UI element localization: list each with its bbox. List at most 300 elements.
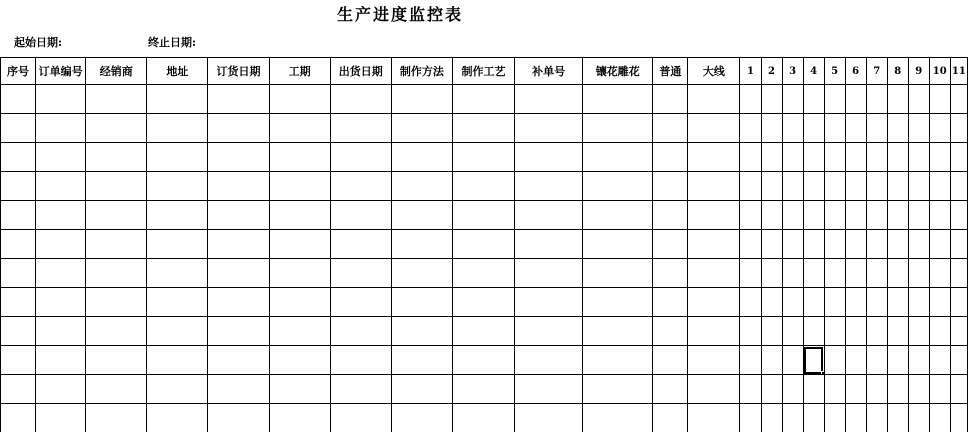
table-cell[interactable]	[330, 404, 391, 432]
column-header[interactable]: 5	[824, 58, 845, 85]
table-cell[interactable]	[515, 85, 583, 114]
table-cell[interactable]	[452, 114, 514, 143]
table-cell[interactable]	[929, 375, 950, 404]
column-header[interactable]: 订单编号	[36, 58, 86, 85]
table-cell[interactable]	[515, 201, 583, 230]
table-cell[interactable]	[740, 259, 761, 288]
table-cell[interactable]	[452, 259, 514, 288]
table-cell[interactable]	[653, 375, 688, 404]
table-cell[interactable]	[929, 85, 950, 114]
column-header[interactable]: 2	[761, 58, 782, 85]
table-cell[interactable]	[688, 143, 740, 172]
table-cell[interactable]	[86, 317, 147, 346]
table-cell[interactable]	[803, 288, 824, 317]
table-cell[interactable]	[147, 346, 208, 375]
table-cell[interactable]	[269, 346, 330, 375]
table-cell[interactable]	[36, 259, 86, 288]
column-header[interactable]: 制作方法	[391, 58, 452, 85]
table-cell[interactable]	[761, 288, 782, 317]
table-cell[interactable]	[391, 317, 452, 346]
table-cell[interactable]	[866, 259, 887, 288]
table-cell[interactable]	[866, 317, 887, 346]
table-cell[interactable]	[583, 230, 653, 259]
table-cell[interactable]	[782, 201, 803, 230]
table-cell[interactable]	[824, 85, 845, 114]
table-cell[interactable]	[1, 317, 36, 346]
table-cell[interactable]	[887, 259, 908, 288]
table-cell[interactable]	[887, 114, 908, 143]
table-cell[interactable]	[761, 85, 782, 114]
table-cell[interactable]	[653, 114, 688, 143]
table-cell[interactable]	[515, 288, 583, 317]
table-cell[interactable]	[583, 404, 653, 432]
table-cell[interactable]	[950, 230, 967, 259]
table-cell[interactable]	[269, 375, 330, 404]
table-cell[interactable]	[515, 230, 583, 259]
table-cell[interactable]	[36, 143, 86, 172]
table-cell[interactable]	[761, 317, 782, 346]
table-cell[interactable]	[452, 375, 514, 404]
table-cell[interactable]	[515, 375, 583, 404]
table-cell[interactable]	[824, 375, 845, 404]
table-cell[interactable]	[86, 346, 147, 375]
table-cell[interactable]	[1, 143, 36, 172]
column-header[interactable]: 工期	[269, 58, 330, 85]
table-cell[interactable]	[866, 85, 887, 114]
table-cell[interactable]	[86, 288, 147, 317]
column-header[interactable]: 10	[929, 58, 950, 85]
table-cell[interactable]	[782, 288, 803, 317]
table-cell[interactable]	[845, 201, 866, 230]
table-cell[interactable]	[740, 201, 761, 230]
table-cell[interactable]	[782, 346, 803, 375]
table-cell[interactable]	[147, 172, 208, 201]
table-cell[interactable]	[330, 259, 391, 288]
table-cell[interactable]	[86, 114, 147, 143]
table-cell[interactable]	[908, 114, 929, 143]
table-cell[interactable]	[929, 230, 950, 259]
table-cell[interactable]	[688, 317, 740, 346]
table-cell[interactable]	[908, 230, 929, 259]
column-header[interactable]: 8	[887, 58, 908, 85]
table-cell[interactable]	[803, 317, 824, 346]
table-cell[interactable]	[86, 143, 147, 172]
table-cell[interactable]	[824, 317, 845, 346]
table-cell[interactable]	[866, 201, 887, 230]
table-cell[interactable]	[740, 143, 761, 172]
table-cell[interactable]	[688, 201, 740, 230]
table-cell[interactable]	[330, 346, 391, 375]
table-cell[interactable]	[147, 375, 208, 404]
table-cell[interactable]	[950, 201, 967, 230]
table-cell[interactable]	[269, 114, 330, 143]
table-cell[interactable]	[845, 288, 866, 317]
table-cell[interactable]	[950, 404, 967, 432]
column-header[interactable]: 普通	[653, 58, 688, 85]
table-cell[interactable]	[36, 375, 86, 404]
table-cell[interactable]	[929, 259, 950, 288]
table-cell[interactable]	[803, 172, 824, 201]
table-cell[interactable]	[866, 288, 887, 317]
table-cell[interactable]	[845, 346, 866, 375]
table-cell[interactable]	[583, 288, 653, 317]
table-cell[interactable]	[803, 143, 824, 172]
table-cell[interactable]	[330, 143, 391, 172]
table-cell[interactable]	[845, 317, 866, 346]
table-cell[interactable]	[208, 259, 269, 288]
column-header[interactable]: 制作工艺	[452, 58, 514, 85]
table-cell[interactable]	[761, 375, 782, 404]
table-cell[interactable]	[1, 404, 36, 432]
table-cell[interactable]	[845, 259, 866, 288]
table-cell[interactable]	[515, 143, 583, 172]
table-cell[interactable]	[908, 172, 929, 201]
table-cell[interactable]	[515, 114, 583, 143]
table-cell[interactable]	[208, 375, 269, 404]
table-cell[interactable]	[782, 230, 803, 259]
table-cell[interactable]	[929, 201, 950, 230]
table-cell[interactable]	[824, 172, 845, 201]
table-cell[interactable]	[330, 288, 391, 317]
table-cell[interactable]	[208, 143, 269, 172]
table-cell[interactable]	[86, 85, 147, 114]
table-cell[interactable]	[740, 114, 761, 143]
table-cell[interactable]	[452, 404, 514, 432]
table-cell[interactable]	[950, 172, 967, 201]
table-cell[interactable]	[269, 201, 330, 230]
table-cell[interactable]	[583, 201, 653, 230]
table-cell[interactable]	[908, 259, 929, 288]
table-cell[interactable]	[761, 201, 782, 230]
table-cell[interactable]	[330, 375, 391, 404]
table-cell[interactable]	[887, 288, 908, 317]
table-cell[interactable]	[583, 114, 653, 143]
table-cell[interactable]	[515, 317, 583, 346]
table-cell[interactable]	[653, 143, 688, 172]
table-cell[interactable]	[908, 85, 929, 114]
table-cell[interactable]	[887, 143, 908, 172]
table-cell[interactable]	[147, 201, 208, 230]
table-cell[interactable]	[866, 172, 887, 201]
table-cell[interactable]	[845, 172, 866, 201]
table-cell[interactable]	[782, 375, 803, 404]
table-cell[interactable]	[761, 346, 782, 375]
table-cell[interactable]	[269, 288, 330, 317]
table-cell[interactable]	[269, 259, 330, 288]
column-header[interactable]: 序号	[1, 58, 36, 85]
table-cell[interactable]	[653, 288, 688, 317]
table-cell[interactable]	[824, 288, 845, 317]
table-cell[interactable]	[583, 375, 653, 404]
table-cell[interactable]	[929, 346, 950, 375]
table-cell[interactable]	[1, 230, 36, 259]
table-cell[interactable]	[929, 317, 950, 346]
column-header[interactable]: 4	[803, 58, 824, 85]
table-cell[interactable]	[86, 172, 147, 201]
column-header[interactable]: 订货日期	[208, 58, 269, 85]
table-cell[interactable]	[147, 404, 208, 432]
table-cell[interactable]	[866, 114, 887, 143]
table-cell[interactable]	[583, 346, 653, 375]
table-cell[interactable]	[86, 375, 147, 404]
table-cell[interactable]	[36, 404, 86, 432]
table-cell[interactable]	[653, 404, 688, 432]
table-cell[interactable]	[583, 259, 653, 288]
table-cell[interactable]	[824, 259, 845, 288]
table-cell[interactable]	[452, 201, 514, 230]
table-cell[interactable]	[147, 259, 208, 288]
table-cell[interactable]	[1, 259, 36, 288]
table-cell[interactable]	[36, 288, 86, 317]
table-cell[interactable]	[908, 288, 929, 317]
table-cell[interactable]	[950, 143, 967, 172]
table-cell[interactable]	[782, 259, 803, 288]
table-cell[interactable]	[653, 259, 688, 288]
table-cell[interactable]	[761, 172, 782, 201]
table-cell[interactable]	[515, 404, 583, 432]
table-cell[interactable]	[866, 404, 887, 432]
column-header[interactable]: 镶花雕花	[583, 58, 653, 85]
table-cell[interactable]	[391, 288, 452, 317]
table-cell[interactable]	[330, 85, 391, 114]
table-cell[interactable]	[740, 85, 761, 114]
table-cell[interactable]	[950, 317, 967, 346]
column-header[interactable]: 6	[845, 58, 866, 85]
table-cell[interactable]	[1, 346, 36, 375]
table-cell[interactable]	[688, 375, 740, 404]
table-cell[interactable]	[782, 85, 803, 114]
table-cell[interactable]	[653, 317, 688, 346]
table-cell[interactable]	[845, 85, 866, 114]
column-header[interactable]: 3	[782, 58, 803, 85]
table-cell[interactable]	[1, 85, 36, 114]
table-cell[interactable]	[866, 375, 887, 404]
table-cell[interactable]	[147, 317, 208, 346]
table-cell[interactable]	[950, 85, 967, 114]
table-cell[interactable]	[782, 143, 803, 172]
selected-cell[interactable]	[803, 346, 824, 375]
table-cell[interactable]	[86, 259, 147, 288]
table-cell[interactable]	[36, 85, 86, 114]
table-cell[interactable]	[866, 346, 887, 375]
fill-handle[interactable]	[821, 371, 825, 375]
table-cell[interactable]	[866, 143, 887, 172]
table-cell[interactable]	[391, 201, 452, 230]
table-cell[interactable]	[86, 230, 147, 259]
table-cell[interactable]	[269, 172, 330, 201]
table-cell[interactable]	[688, 346, 740, 375]
table-cell[interactable]	[86, 201, 147, 230]
table-cell[interactable]	[452, 346, 514, 375]
table-cell[interactable]	[452, 172, 514, 201]
table-cell[interactable]	[36, 317, 86, 346]
table-cell[interactable]	[929, 114, 950, 143]
table-cell[interactable]	[208, 172, 269, 201]
table-cell[interactable]	[583, 143, 653, 172]
table-cell[interactable]	[452, 288, 514, 317]
table-cell[interactable]	[36, 230, 86, 259]
column-header[interactable]: 补单号	[515, 58, 583, 85]
table-cell[interactable]	[887, 172, 908, 201]
table-cell[interactable]	[782, 172, 803, 201]
table-cell[interactable]	[1, 288, 36, 317]
table-cell[interactable]	[452, 85, 514, 114]
table-cell[interactable]	[824, 114, 845, 143]
column-header[interactable]: 9	[908, 58, 929, 85]
table-cell[interactable]	[950, 375, 967, 404]
table-cell[interactable]	[761, 114, 782, 143]
table-cell[interactable]	[147, 230, 208, 259]
table-cell[interactable]	[887, 85, 908, 114]
column-header[interactable]: 地址	[147, 58, 208, 85]
table-cell[interactable]	[653, 346, 688, 375]
table-cell[interactable]	[391, 259, 452, 288]
table-cell[interactable]	[740, 375, 761, 404]
table-cell[interactable]	[782, 404, 803, 432]
table-cell[interactable]	[908, 317, 929, 346]
table-cell[interactable]	[887, 317, 908, 346]
table-cell[interactable]	[330, 230, 391, 259]
table-cell[interactable]	[824, 201, 845, 230]
table-cell[interactable]	[1, 375, 36, 404]
table-cell[interactable]	[803, 201, 824, 230]
table-cell[interactable]	[845, 143, 866, 172]
column-header[interactable]: 11	[950, 58, 967, 85]
column-header[interactable]: 大线	[688, 58, 740, 85]
table-cell[interactable]	[147, 114, 208, 143]
table-cell[interactable]	[845, 230, 866, 259]
table-cell[interactable]	[824, 404, 845, 432]
table-cell[interactable]	[391, 230, 452, 259]
table-cell[interactable]	[208, 288, 269, 317]
table-cell[interactable]	[845, 375, 866, 404]
table-cell[interactable]	[653, 85, 688, 114]
table-cell[interactable]	[391, 404, 452, 432]
table-cell[interactable]	[803, 85, 824, 114]
table-cell[interactable]	[761, 259, 782, 288]
table-cell[interactable]	[688, 85, 740, 114]
table-cell[interactable]	[688, 259, 740, 288]
table-cell[interactable]	[147, 85, 208, 114]
table-cell[interactable]	[208, 404, 269, 432]
table-cell[interactable]	[269, 317, 330, 346]
table-cell[interactable]	[688, 114, 740, 143]
table-cell[interactable]	[208, 346, 269, 375]
table-cell[interactable]	[391, 375, 452, 404]
table-cell[interactable]	[803, 375, 824, 404]
table-cell[interactable]	[583, 85, 653, 114]
table-cell[interactable]	[1, 114, 36, 143]
table-cell[interactable]	[452, 143, 514, 172]
table-cell[interactable]	[1, 201, 36, 230]
table-cell[interactable]	[330, 201, 391, 230]
table-cell[interactable]	[688, 288, 740, 317]
table-cell[interactable]	[452, 317, 514, 346]
table-cell[interactable]	[36, 346, 86, 375]
table-cell[interactable]	[688, 404, 740, 432]
table-cell[interactable]	[208, 317, 269, 346]
table-cell[interactable]	[908, 346, 929, 375]
table-cell[interactable]	[887, 375, 908, 404]
table-cell[interactable]	[803, 259, 824, 288]
table-cell[interactable]	[845, 404, 866, 432]
table-cell[interactable]	[688, 230, 740, 259]
table-cell[interactable]	[36, 201, 86, 230]
table-cell[interactable]	[950, 259, 967, 288]
table-cell[interactable]	[824, 230, 845, 259]
table-cell[interactable]	[147, 143, 208, 172]
table-cell[interactable]	[208, 230, 269, 259]
table-cell[interactable]	[208, 85, 269, 114]
table-cell[interactable]	[688, 172, 740, 201]
column-header[interactable]: 经销商	[86, 58, 147, 85]
table-cell[interactable]	[761, 143, 782, 172]
table-cell[interactable]	[1, 172, 36, 201]
table-cell[interactable]	[515, 259, 583, 288]
table-cell[interactable]	[950, 346, 967, 375]
table-cell[interactable]	[86, 404, 147, 432]
table-cell[interactable]	[887, 404, 908, 432]
table-cell[interactable]	[269, 404, 330, 432]
table-cell[interactable]	[36, 172, 86, 201]
table-cell[interactable]	[929, 172, 950, 201]
table-cell[interactable]	[391, 172, 452, 201]
table-cell[interactable]	[803, 230, 824, 259]
table-cell[interactable]	[761, 404, 782, 432]
table-cell[interactable]	[583, 172, 653, 201]
table-cell[interactable]	[653, 201, 688, 230]
column-header[interactable]: 1	[740, 58, 761, 85]
table-cell[interactable]	[740, 404, 761, 432]
table-cell[interactable]	[208, 114, 269, 143]
column-header[interactable]: 出货日期	[330, 58, 391, 85]
table-cell[interactable]	[391, 85, 452, 114]
table-cell[interactable]	[740, 317, 761, 346]
table-cell[interactable]	[515, 172, 583, 201]
table-cell[interactable]	[824, 346, 845, 375]
table-cell[interactable]	[740, 230, 761, 259]
table-cell[interactable]	[908, 143, 929, 172]
table-cell[interactable]	[269, 85, 330, 114]
table-cell[interactable]	[330, 172, 391, 201]
table-cell[interactable]	[845, 114, 866, 143]
table-cell[interactable]	[740, 172, 761, 201]
column-header[interactable]: 7	[866, 58, 887, 85]
table-cell[interactable]	[887, 201, 908, 230]
table-cell[interactable]	[208, 201, 269, 230]
table-cell[interactable]	[950, 114, 967, 143]
table-cell[interactable]	[515, 346, 583, 375]
table-cell[interactable]	[866, 230, 887, 259]
table-cell[interactable]	[887, 346, 908, 375]
table-cell[interactable]	[782, 114, 803, 143]
table-cell[interactable]	[583, 317, 653, 346]
table-cell[interactable]	[908, 201, 929, 230]
table-cell[interactable]	[950, 288, 967, 317]
table-cell[interactable]	[452, 230, 514, 259]
table-cell[interactable]	[269, 230, 330, 259]
table-cell[interactable]	[929, 404, 950, 432]
table-cell[interactable]	[147, 288, 208, 317]
table-cell[interactable]	[929, 143, 950, 172]
table-cell[interactable]	[929, 288, 950, 317]
table-cell[interactable]	[740, 288, 761, 317]
table-cell[interactable]	[36, 114, 86, 143]
table-cell[interactable]	[803, 114, 824, 143]
table-cell[interactable]	[391, 346, 452, 375]
table-cell[interactable]	[740, 346, 761, 375]
table-cell[interactable]	[887, 230, 908, 259]
